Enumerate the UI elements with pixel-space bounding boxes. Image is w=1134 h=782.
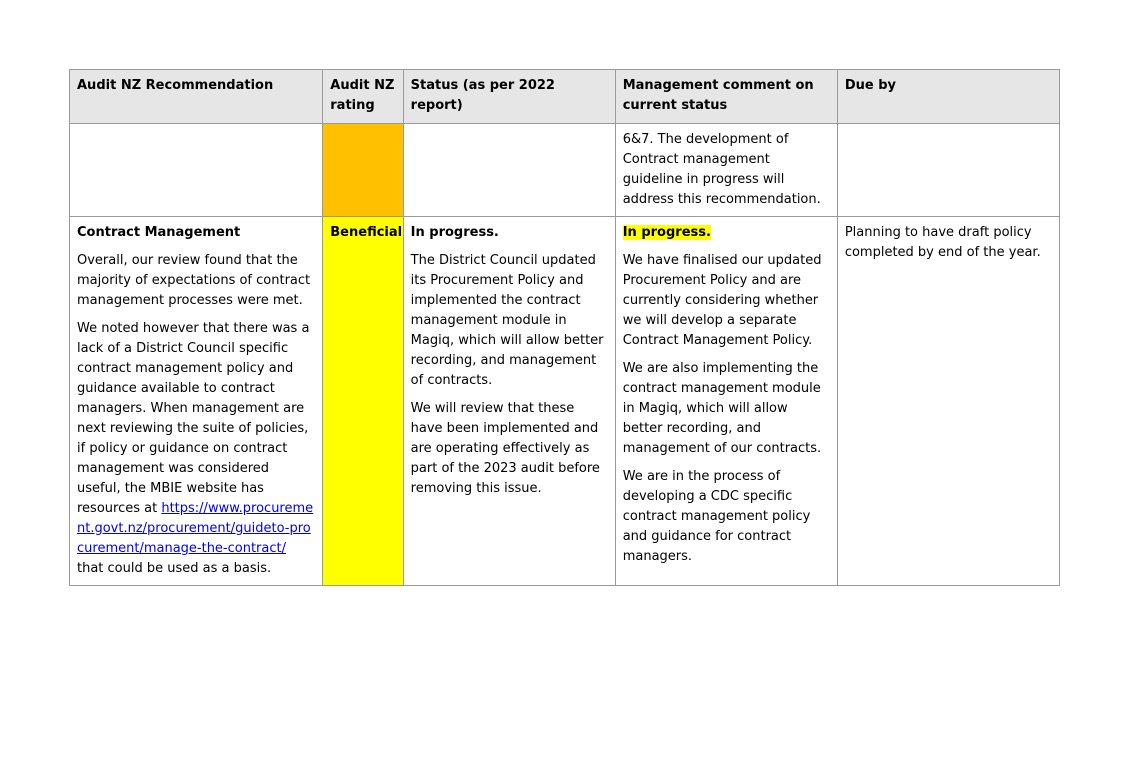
table-row-continued bbox=[70, 124, 1060, 217]
audit-recommendations-table bbox=[69, 69, 1060, 586]
header-rating: Audit NZ rating bbox=[323, 70, 403, 124]
management-para-2: We are also implementing the contract management module in Magiq, which will allow better recording, and management of our contracts. bbox=[622, 361, 822, 456]
rating-cell-beneficial bbox=[323, 217, 403, 586]
management-title-wrap bbox=[623, 223, 830, 243]
header-recommendation: Audit NZ Recommendation bbox=[70, 70, 323, 124]
rating-label: Beneficial bbox=[330, 225, 403, 240]
recommendation-para-2-text: We noted however that there was a lack of a District Council specific contract management policy and guidance available to contract managers. When management are next reviewing the suite of policies, if policy or guidance on contract management was considered useful, the MBIE website has resources at bbox=[77, 321, 310, 516]
due-by-text: Planning to have draft policy completed by end of the year. bbox=[844, 225, 1041, 260]
header-status: Status (as per 2022 report) bbox=[403, 70, 615, 124]
mbie-resources-link[interactable]: https://www.procurement.govt.nz/procurement/guideto-procurement/manage-the-contract/ bbox=[77, 501, 314, 556]
rating-cell-orange bbox=[323, 124, 403, 217]
management-para-1: We have finalised our updated Procurement Policy and are currently considering whether we will develop a separate Contract Management Policy. bbox=[622, 253, 822, 348]
management-comment-cell bbox=[615, 217, 837, 586]
status-cell-continued bbox=[403, 124, 615, 217]
management-title-highlighted: In progress. bbox=[622, 225, 711, 240]
due-by-cell bbox=[837, 217, 1059, 586]
status-cell bbox=[403, 217, 615, 586]
recommendation-cell-continued bbox=[70, 124, 323, 217]
recommendation-para-1: Overall, our review found that the majority of expectations of contract management processes were met. bbox=[77, 253, 311, 308]
table-row-contract-management bbox=[70, 217, 1060, 586]
recommendation-para-2 bbox=[77, 319, 315, 579]
table-header-row bbox=[70, 70, 1060, 124]
header-due-by: Due by bbox=[837, 70, 1059, 124]
recommendation-cell bbox=[70, 217, 323, 586]
status-para-1: The District Council updated its Procurement Policy and implemented the contract management module in Magiq, which will allow better recording, and management of contracts. bbox=[410, 253, 604, 388]
management-para-3: We are in the process of developing a CDC specific contract management policy and guidance for contract managers. bbox=[622, 469, 811, 564]
status-title: In progress. bbox=[410, 225, 499, 240]
recommendation-title: Contract Management bbox=[77, 225, 241, 240]
header-management-comment: Management comment on current status bbox=[615, 70, 837, 124]
status-para-2: We will review that these have been implemented and are operating effectively as part of the 2023 audit before removing this issue. bbox=[410, 401, 600, 496]
management-comment-text: 6&7. The development of Contract management guideline in progress will address this recommendation. bbox=[622, 132, 821, 207]
due-by-cell-continued bbox=[837, 124, 1059, 217]
recommendation-para-2-end: that could be used as a basis. bbox=[77, 561, 272, 576]
management-comment-cell-continued bbox=[615, 124, 837, 217]
